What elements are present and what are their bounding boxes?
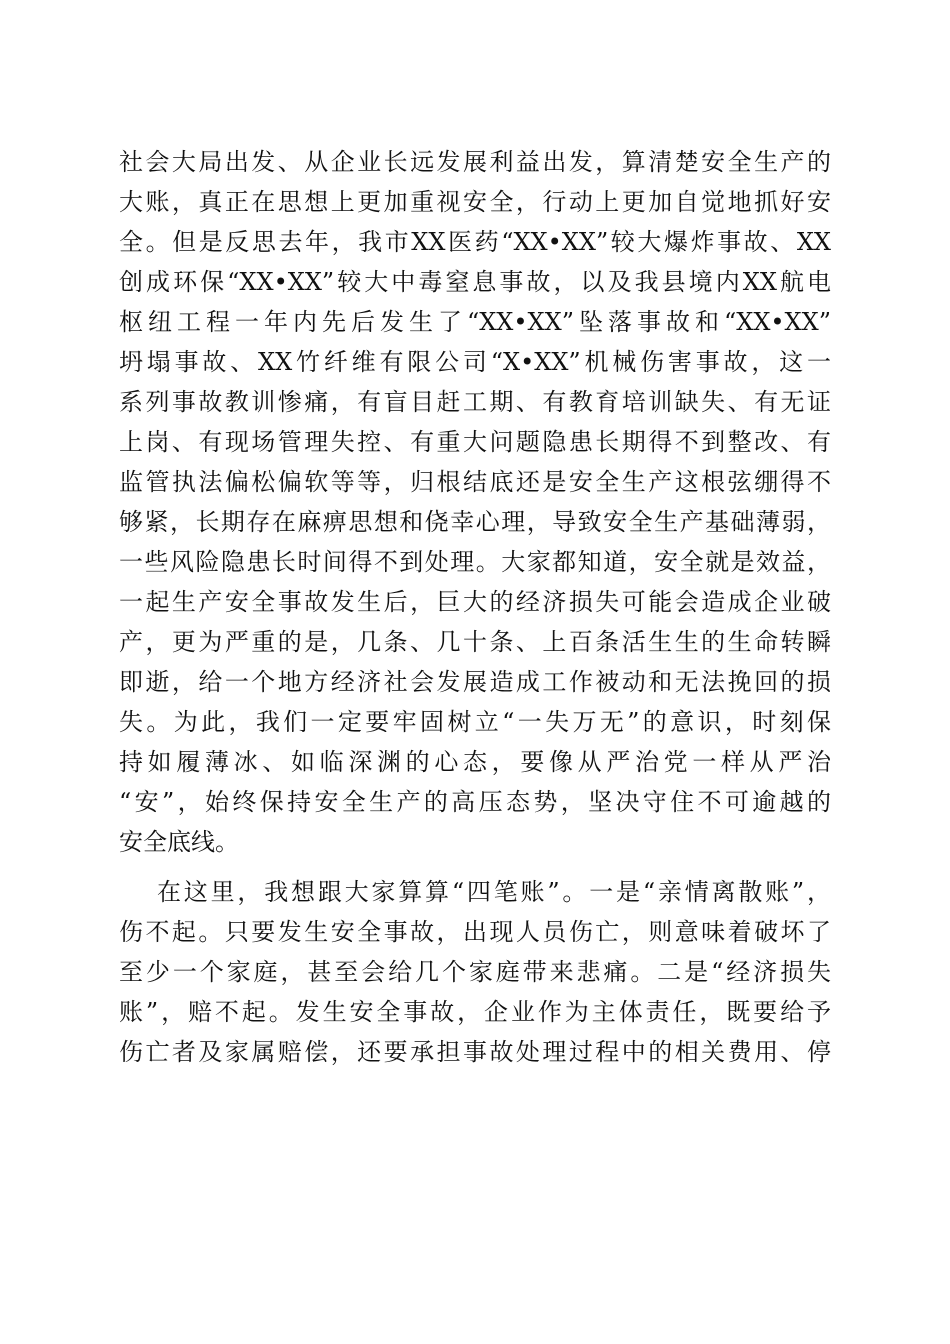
text-line: 伤不起。只要发生安全事故，出现人员伤亡，则意味着破坏了 [119,918,831,946]
text-line: 够紧，长期存在麻痹思想和侥幸心理，导致安全生产基础薄弱， [119,508,831,536]
text-line: “安”，始终保持安全生产的高压态势，坚决守住不可逾越的 [119,788,831,816]
text-line: 全。但是反思去年，我市XX医药“XX•XX”较大爆炸事故、XX [119,228,831,256]
text-line: 枢纽工程一年内先后发生了“XX•XX”坠落事故和“XX•XX” [119,308,831,336]
text-line: 社会大局出发、从企业长远发展利益出发，算清楚安全生产的 [119,148,831,176]
text-line: 系列事故教训惨痛，有盲目赶工期、有教育培训缺失、有无证 [119,388,831,416]
text-line: 失。为此，我们一定要牢固树立“一失万无”的意识，时刻保 [119,708,831,736]
text-line: 即逝，给一个地方经济社会发展造成工作被动和无法挽回的损 [119,668,831,696]
text-line: 产，更为严重的是，几条、几十条、上百条活生生的生命转瞬 [119,628,831,656]
text-line: 一起生产安全事故发生后，巨大的经济损失可能会造成企业破 [119,588,831,616]
text-line: 伤亡者及家属赔偿，还要承担事故处理过程中的相关费用、停 [119,1038,831,1066]
text-line: 账”，赔不起。发生安全事故，企业作为主体责任，既要给予 [119,998,831,1026]
text-line: 一些风险隐患长时间得不到处理。大家都知道，安全就是效益， [119,548,831,576]
text-line: 坍塌事故、XX竹纤维有限公司“X•XX”机械伤害事故，这一 [119,348,831,376]
text-line: 在这里，我想跟大家算算“四笔账”。一是“亲情离散账”， [157,878,831,906]
text-line: 上岗、有现场管理失控、有重大问题隐患长期得不到整改、有 [119,428,831,456]
text-line: 持如履薄冰、如临深渊的心态，要像从严治党一样从严治 [119,748,831,776]
text-line: 创成环保“XX•XX”较大中毒窒息事故，以及我县境内XX航电 [119,268,831,296]
text-line: 至少一个家庭，甚至会给几个家庭带来悲痛。二是“经济损失 [119,958,831,986]
text-line: 监管执法偏松偏软等等，归根结底还是安全生产这根弦绷得不 [119,468,831,496]
text-line: 安全底线。 [119,828,239,856]
text-line: 大账，真正在思想上更加重视安全，行动上更加自觉地抓好安 [119,188,831,216]
